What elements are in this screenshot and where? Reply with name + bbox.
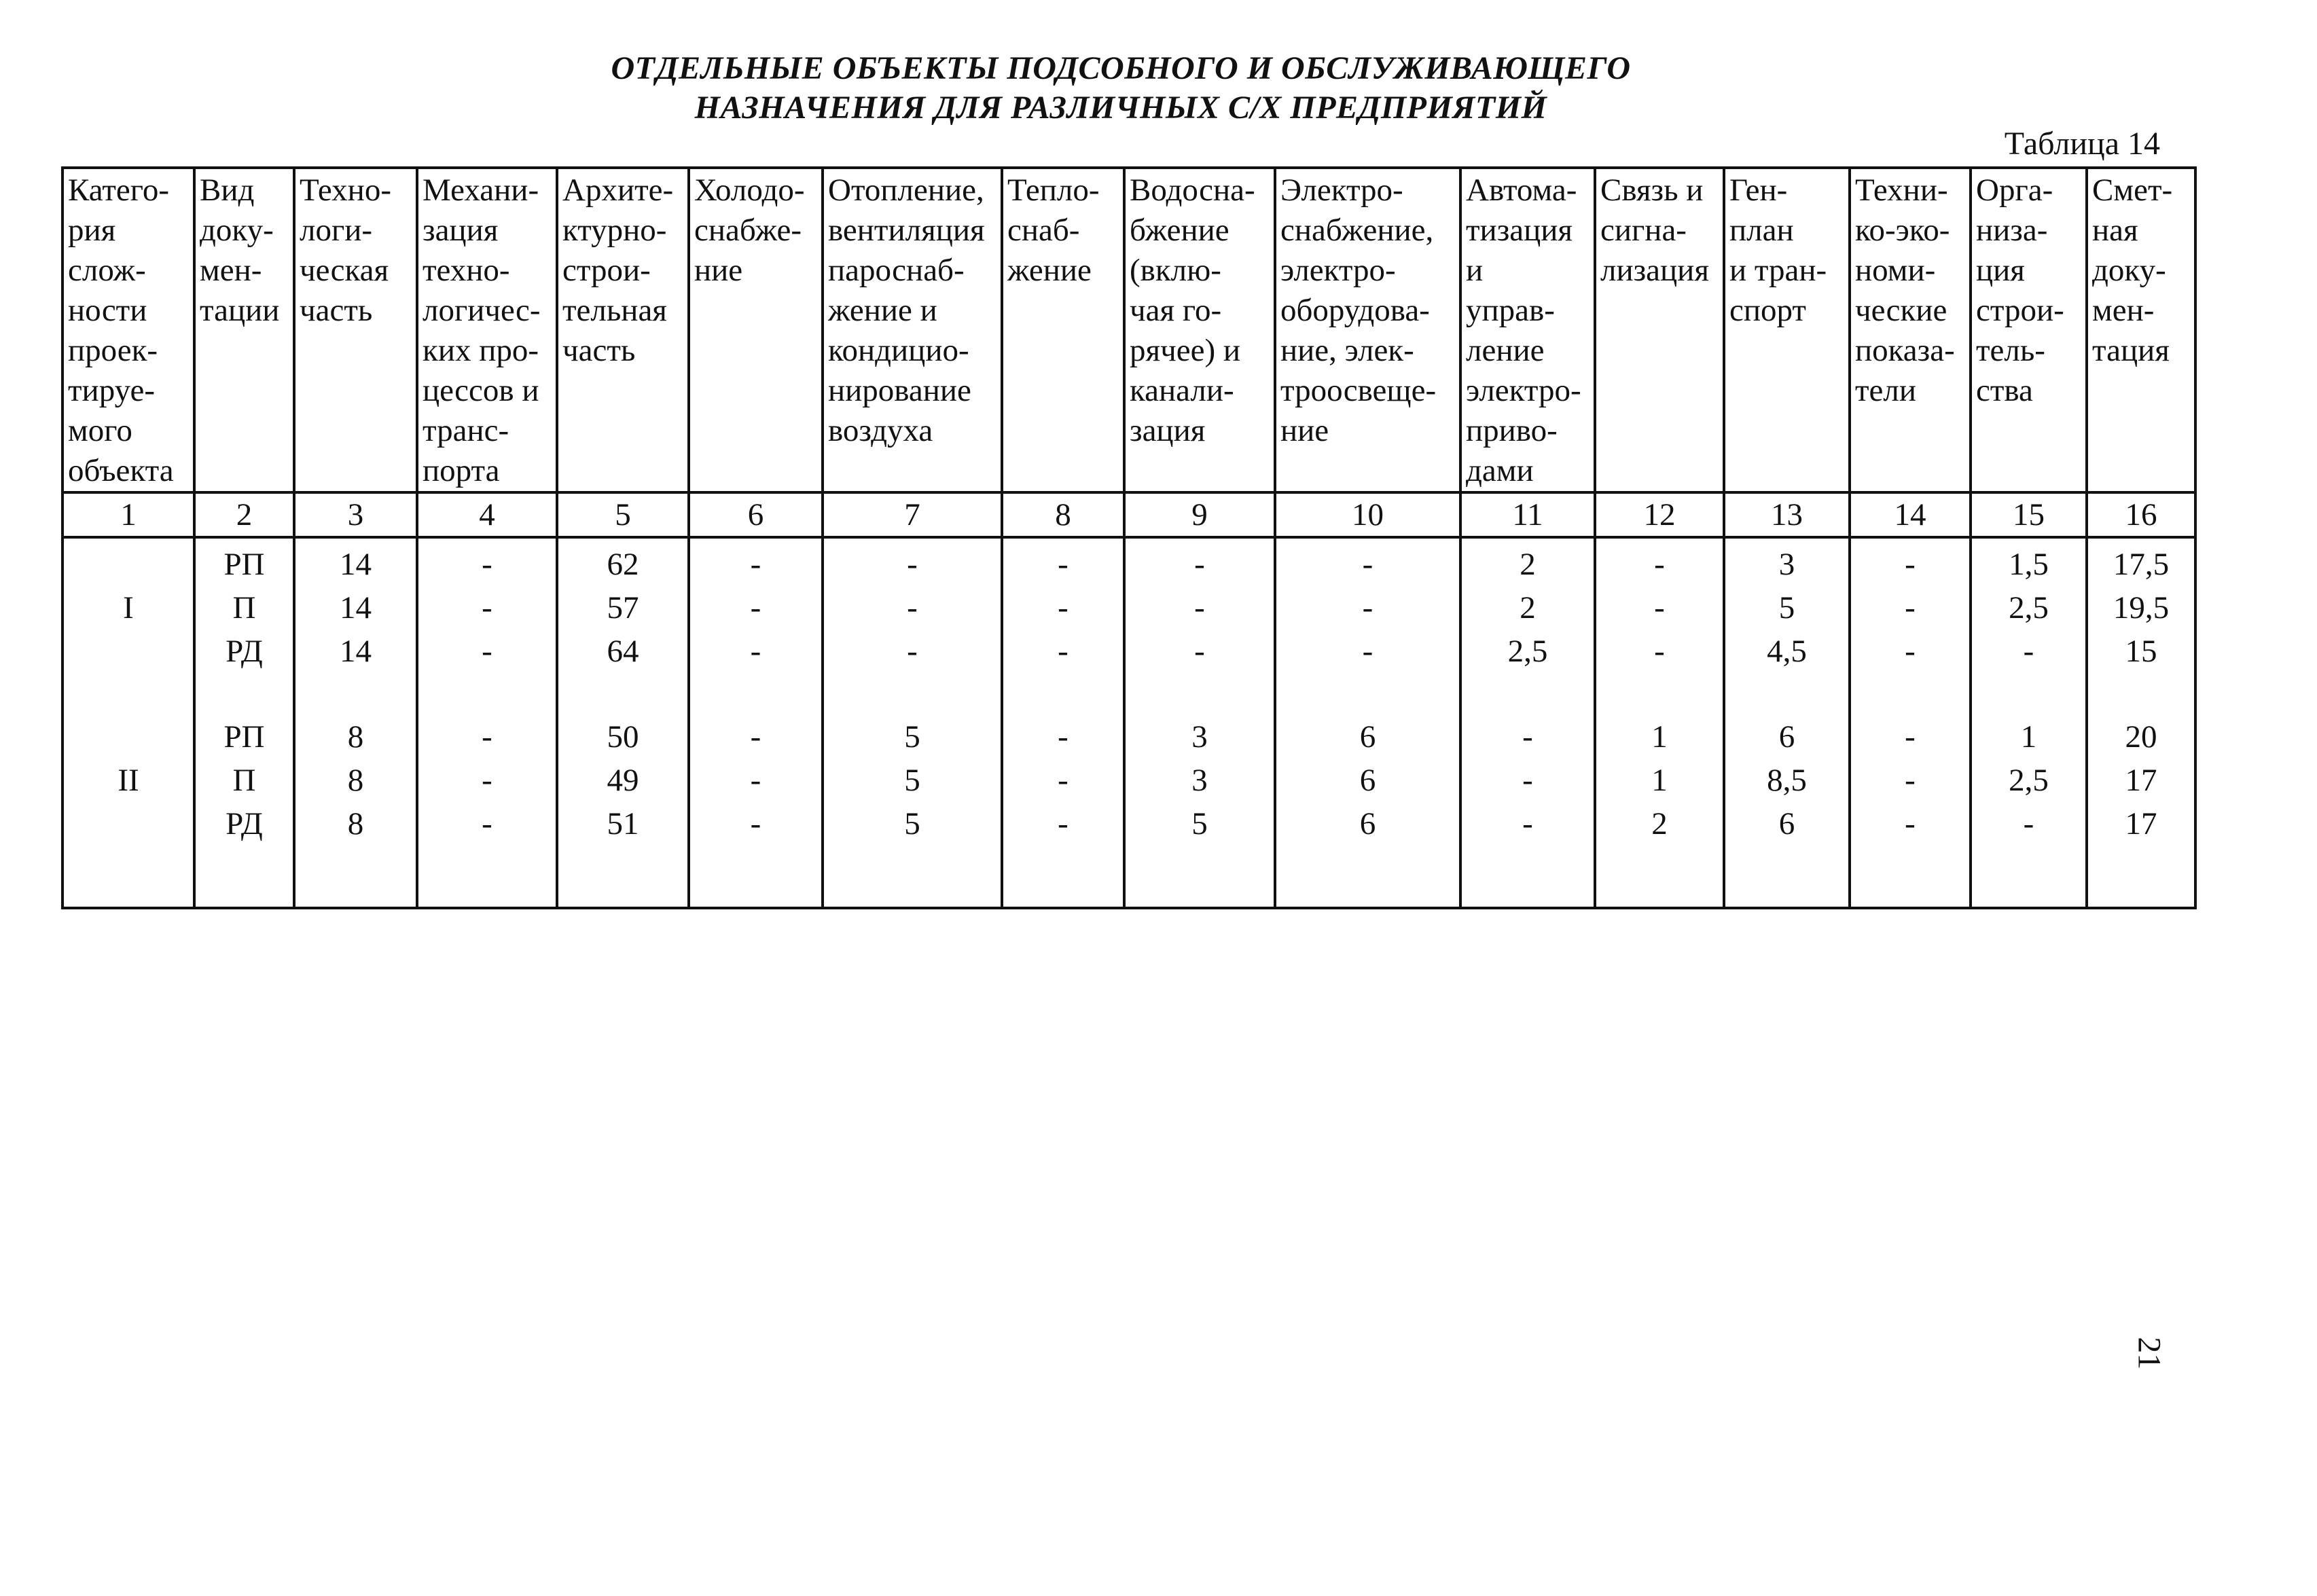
table-cell: 20	[2087, 673, 2195, 759]
table-cell: -	[823, 537, 1002, 586]
table-cell: 50	[557, 673, 689, 759]
table-cell: 2	[1460, 537, 1595, 586]
table-cell: 5	[823, 802, 1002, 846]
table-cell: 2,5	[1460, 630, 1595, 673]
table-cell: РД	[194, 802, 294, 846]
column-number: 6	[689, 492, 823, 537]
table-cell: 1	[1595, 673, 1724, 759]
table-cell: 2	[1460, 586, 1595, 630]
table-cell: 8	[294, 802, 417, 846]
header-mechanization: Механи- зация техно- логичес- ких про- цессов и транс- порта	[417, 168, 557, 492]
table-cell: -	[823, 630, 1002, 673]
table-cell: 6	[1724, 802, 1850, 846]
table-cell: -	[689, 537, 823, 586]
table-cell: 2	[1595, 802, 1724, 846]
table-cell: -	[417, 586, 557, 630]
table-cell: РД	[194, 630, 294, 673]
table-cell	[62, 802, 194, 846]
table-cell: 19,5	[2087, 586, 2195, 630]
table-cell: 17	[2087, 802, 2195, 846]
table-cell: 49	[557, 759, 689, 802]
table-cell: II	[62, 759, 194, 802]
table-cell: -	[417, 537, 557, 586]
table-cell: 3	[1124, 673, 1275, 759]
column-number: 13	[1724, 492, 1850, 537]
table-cell: 8,5	[1724, 759, 1850, 802]
table-cell	[62, 630, 194, 673]
column-number: 16	[2087, 492, 2195, 537]
table-cell: -	[689, 759, 823, 802]
table-cell: 14	[294, 537, 417, 586]
header-construction-organization: Орга- низа- ция строи- тель- ства	[1971, 168, 2087, 492]
cost-distribution-table	[61, 166, 2197, 909]
table-cell: -	[1124, 630, 1275, 673]
table-cell: -	[1002, 802, 1124, 846]
column-number-row	[62, 492, 2195, 537]
header-documentation-type: Вид доку- мен- тации	[194, 168, 294, 492]
column-number: 8	[1002, 492, 1124, 537]
table-cell: -	[417, 802, 557, 846]
table-cell: 17	[2087, 759, 2195, 802]
table-cell: 2,5	[1971, 586, 2087, 630]
table-cell: 6	[1275, 759, 1460, 802]
table-cell: -	[1002, 586, 1124, 630]
header-heat-supply: Тепло- снаб- жение	[1002, 168, 1124, 492]
table-cell: 6	[1724, 673, 1850, 759]
table-label: Таблица 14	[2004, 126, 2160, 162]
title-line-1: ОТДЕЛЬНЫЕ ОБЪЕКТЫ ПОДСОБНОГО И ОБСЛУЖИВАЮЩЕГО	[611, 50, 1631, 86]
table-cell: -	[1850, 630, 1971, 673]
table-cell: 5	[823, 759, 1002, 802]
table-cell: -	[1460, 673, 1595, 759]
table-cell: 14	[294, 630, 417, 673]
table-cell: -	[1124, 537, 1275, 586]
table-bottom-spacer	[62, 846, 2195, 908]
table-cell: П	[194, 586, 294, 630]
table-cell: 5	[1724, 586, 1850, 630]
header-general-plan: Ген- план и тран- спорт	[1724, 168, 1850, 492]
table-row	[62, 537, 2195, 586]
table-cell: -	[1275, 630, 1460, 673]
table-cell: 14	[294, 586, 417, 630]
header-estimate-documentation: Смет- ная доку- мен- тация	[2087, 168, 2195, 492]
table-cell: -	[689, 630, 823, 673]
table-cell: 62	[557, 537, 689, 586]
header-heating-ventilation: Отопление, вентиляция пароснаб- жение и кондицио- нирование воздуха	[823, 168, 1002, 492]
table-cell: -	[689, 586, 823, 630]
table-cell: -	[1850, 586, 1971, 630]
table-cell	[62, 537, 194, 586]
header-water-supply: Водосна- бжение (вклю- чая го- рячее) и канали- зация	[1124, 168, 1275, 492]
table-cell: -	[417, 673, 557, 759]
table-cell: -	[1124, 586, 1275, 630]
table-cell: 64	[557, 630, 689, 673]
table-cell: 4,5	[1724, 630, 1850, 673]
column-number: 4	[417, 492, 557, 537]
table-cell: -	[1460, 759, 1595, 802]
table-cell: -	[1595, 586, 1724, 630]
table-cell: 5	[1124, 802, 1275, 846]
header-communication: Связь и сигна- лизация	[1595, 168, 1724, 492]
column-number: 5	[557, 492, 689, 537]
column-number: 7	[823, 492, 1002, 537]
column-number: 2	[194, 492, 294, 537]
table-cell: 1	[1595, 759, 1724, 802]
column-number: 3	[294, 492, 417, 537]
table-cell: 17,5	[2087, 537, 2195, 586]
table-cell: 8	[294, 673, 417, 759]
table-row	[62, 802, 2195, 846]
title-line-2: НАЗНАЧЕНИЯ ДЛЯ РАЗЛИЧНЫХ С/Х ПРЕДПРИЯТИЙ	[694, 90, 1547, 126]
column-number: 1	[62, 492, 194, 537]
table-cell: РП	[194, 673, 294, 759]
table-cell: -	[1002, 759, 1124, 802]
column-number: 11	[1460, 492, 1595, 537]
table-cell: -	[1971, 630, 2087, 673]
column-number: 10	[1275, 492, 1460, 537]
table-cell: РП	[194, 537, 294, 586]
table-cell: -	[1460, 802, 1595, 846]
table-cell: 6	[1275, 673, 1460, 759]
table-cell: 51	[557, 802, 689, 846]
table-cell: -	[1002, 673, 1124, 759]
table-row	[62, 630, 2195, 673]
table-cell: -	[1002, 630, 1124, 673]
table-cell: -	[417, 630, 557, 673]
table-cell: 1,5	[1971, 537, 2087, 586]
column-number: 12	[1595, 492, 1724, 537]
table-cell: -	[1275, 537, 1460, 586]
table-cell: 15	[2087, 630, 2195, 673]
table-cell: -	[1002, 537, 1124, 586]
column-number: 14	[1850, 492, 1971, 537]
table-cell: -	[689, 802, 823, 846]
table-cell: -	[1595, 537, 1724, 586]
table-cell: -	[689, 673, 823, 759]
table-cell: -	[1595, 630, 1724, 673]
header-power-supply: Электро- снабжение, электро- оборудова- ние, элек- троосвеще- ние	[1275, 168, 1460, 492]
table-cell: -	[823, 586, 1002, 630]
table-row	[62, 673, 2195, 759]
table-cell: -	[417, 759, 557, 802]
header-row	[62, 168, 2195, 492]
header-complexity-category: Катего- рия слож- ности проек- тируе- мого объекта	[62, 168, 194, 492]
table-cell: 8	[294, 759, 417, 802]
column-number: 15	[1971, 492, 2087, 537]
table-cell: -	[1850, 802, 1971, 846]
table-cell: -	[1971, 802, 2087, 846]
table-cell: 3	[1724, 537, 1850, 586]
header-automation: Автома- тизация и управ- ление электро- приво- дами	[1460, 168, 1595, 492]
table-cell: I	[62, 586, 194, 630]
header-technological-part: Техно- логи- ческая часть	[294, 168, 417, 492]
header-architectural-part: Архите- ктурно- строи- тельная часть	[557, 168, 689, 492]
table-row	[62, 586, 2195, 630]
table-cell: -	[1850, 759, 1971, 802]
table-cell: 5	[823, 673, 1002, 759]
table-cell: -	[1850, 673, 1971, 759]
table-cell: П	[194, 759, 294, 802]
header-cold-supply: Холодо- снабже- ние	[689, 168, 823, 492]
table-cell: -	[1850, 537, 1971, 586]
table-cell	[62, 673, 194, 759]
column-number: 9	[1124, 492, 1275, 537]
table-cell: 2,5	[1971, 759, 2087, 802]
header-economic-indicators: Техни- ко-эко- номи- ческие показа- тели	[1850, 168, 1971, 492]
table-cell: -	[1275, 586, 1460, 630]
document-title	[0, 49, 2242, 128]
table-cell: 6	[1275, 802, 1460, 846]
table-cell: 1	[1971, 673, 2087, 759]
table-cell: 57	[557, 586, 689, 630]
table-row	[62, 759, 2195, 802]
page-number: 21	[2131, 1337, 2168, 1370]
table-cell: 3	[1124, 759, 1275, 802]
